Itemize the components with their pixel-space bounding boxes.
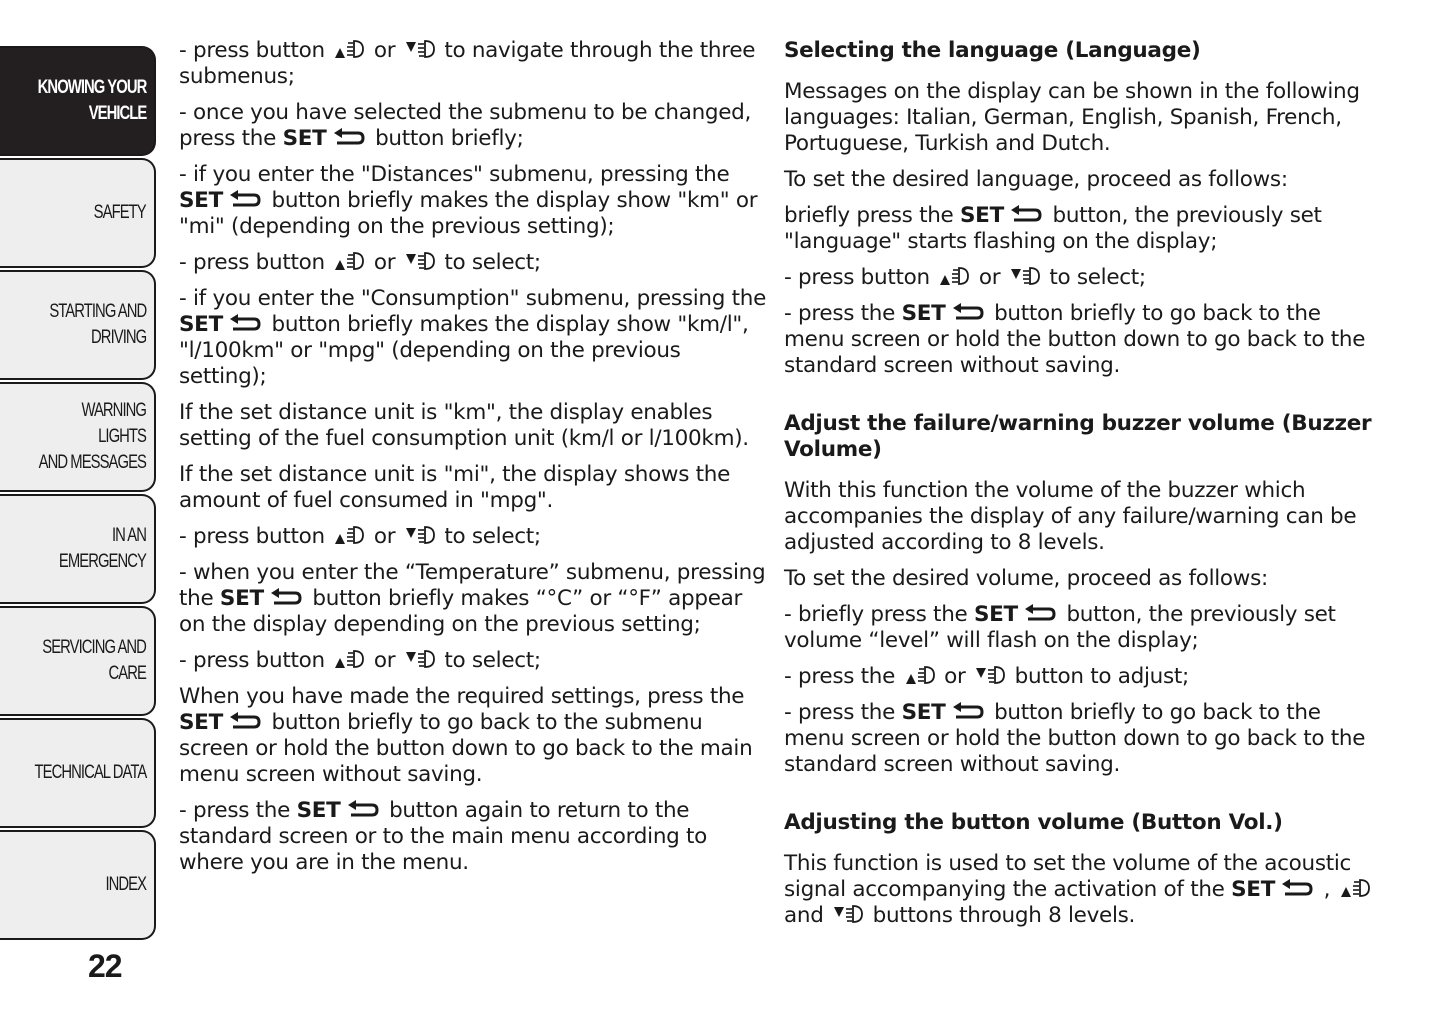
paragraph: - briefly press the SET button, the previously set volume “level” will flash on the display; (784, 602, 1336, 653)
arrow-up-light-icon (939, 265, 969, 287)
return-arrow-icon (347, 800, 379, 820)
tab-starting-and-driving[interactable]: STARTING AND DRIVING (0, 270, 156, 380)
paragraph: - press button or to navigate through the three submenus; (179, 38, 756, 89)
return-arrow-icon (229, 190, 261, 210)
arrow-up-light-icon (1340, 877, 1370, 899)
paragraph: With this function the volume of the buzzer which accompanies the display of any failure/warning can be adjusted according to 8 levels. (784, 478, 1357, 555)
arrow-up-light-icon (334, 648, 364, 670)
arrow-up-light-icon (334, 524, 364, 546)
arrow-down-light-icon (405, 38, 435, 60)
paragraph: - press the SET button again to return to the standard screen or to the main menu according to where you are in the menu. (179, 798, 708, 875)
paragraph: - press the SET button briefly to go back to the menu screen or hold the button down to go back to the standard screen without saving. (784, 700, 1366, 777)
return-arrow-icon (952, 702, 984, 722)
paragraph: - press the or button to adjust; (784, 664, 1189, 689)
return-arrow-icon (270, 588, 302, 608)
return-arrow-icon (229, 314, 261, 334)
tab-index[interactable]: INDEX (0, 830, 156, 940)
paragraph: - press button or to select; (784, 265, 1146, 290)
tab-warning-lights[interactable]: WARNING LIGHTS AND MESSAGES (0, 382, 156, 492)
section-heading-language: Selecting the language (Language) (784, 38, 1201, 63)
paragraph: - if you enter the "Consumption" submenu, pressing the SET button briefly makes the display show "km/l", "l/100km" or "mpg" (depending on the previous setting); (179, 286, 766, 389)
arrow-down-light-icon (833, 903, 863, 925)
return-arrow-icon (952, 303, 984, 323)
arrow-down-light-icon (405, 250, 435, 272)
paragraph: This function is used to set the volume of the acoustic signal accompanying the activation of the SET , and buttons through 8 levels. (784, 851, 1384, 929)
paragraph: Messages on the display can be shown in the following languages: Italian, German, English, Spanish, French, Portuguese, Turkish and Dutch. (784, 79, 1360, 156)
tab-in-an-emergency[interactable]: IN AN EMERGENCY (0, 494, 156, 604)
tab-servicing-and-care[interactable]: SERVICING AND CARE (0, 606, 156, 716)
section-heading-button-volume: Adjusting the button volume (Button Vol.) (784, 810, 1283, 835)
arrow-down-light-icon (405, 524, 435, 546)
chapter-tabs (0, 0, 160, 1026)
return-arrow-icon (1281, 879, 1313, 899)
paragraph: - press button or to select; (179, 648, 541, 673)
return-arrow-icon (229, 712, 261, 732)
paragraph: If the set distance unit is "km", the display enables setting of the fuel consumption unit (km/l or l/100km). (179, 400, 749, 451)
page-number: 22 (88, 948, 122, 984)
section-heading-buzzer-volume: Adjust the failure/warning buzzer volume (Buzzer Volume) (784, 411, 1372, 462)
paragraph: When you have made the required settings, press the SET button briefly to go back to the submenu screen or hold the button down to go back to the main menu screen without saving. (179, 684, 753, 787)
arrow-up-light-icon (334, 38, 364, 60)
paragraph: To set the desired language, proceed as follows: (784, 167, 1288, 192)
right-column (784, 38, 1384, 939)
arrow-up-light-icon (334, 250, 364, 272)
paragraph: - press the SET button briefly to go back to the menu screen or hold the button down to go back to the standard screen without saving. (784, 301, 1366, 378)
arrow-up-light-icon (905, 664, 935, 686)
paragraph: To set the desired volume, proceed as follows: (784, 566, 1268, 591)
arrow-down-light-icon (405, 648, 435, 670)
tab-knowing-your-vehicle[interactable]: KNOWING YOUR VEHICLE (0, 46, 156, 156)
paragraph: - once you have selected the submenu to be changed, press the SET button briefly; (179, 100, 752, 151)
return-arrow-icon (1010, 205, 1042, 225)
paragraph: - if you enter the "Distances" submenu, pressing the SET button briefly makes the display show "km" or "mi" (depending on the previous setting); (179, 162, 758, 239)
left-column (179, 38, 767, 886)
tab-technical-data[interactable]: TECHNICAL DATA (0, 718, 156, 828)
arrow-down-light-icon (1010, 265, 1040, 287)
paragraph: briefly press the SET button, the previously set "language" starts flashing on the display; (784, 203, 1322, 254)
paragraph: - when you enter the “Temperature” submenu, pressing the SET button briefly makes “°C” or “°F” appear on the display depending on the previous setting; (179, 560, 766, 637)
paragraph: - press button or to select; (179, 524, 541, 549)
arrow-down-light-icon (975, 664, 1005, 686)
return-arrow-icon (1024, 604, 1056, 624)
tab-safety[interactable]: SAFETY (0, 158, 156, 268)
return-arrow-icon (333, 128, 365, 148)
paragraph: - press button or to select; (179, 250, 541, 275)
paragraph: If the set distance unit is "mi", the display shows the amount of fuel consumed in "mpg". (179, 462, 731, 513)
